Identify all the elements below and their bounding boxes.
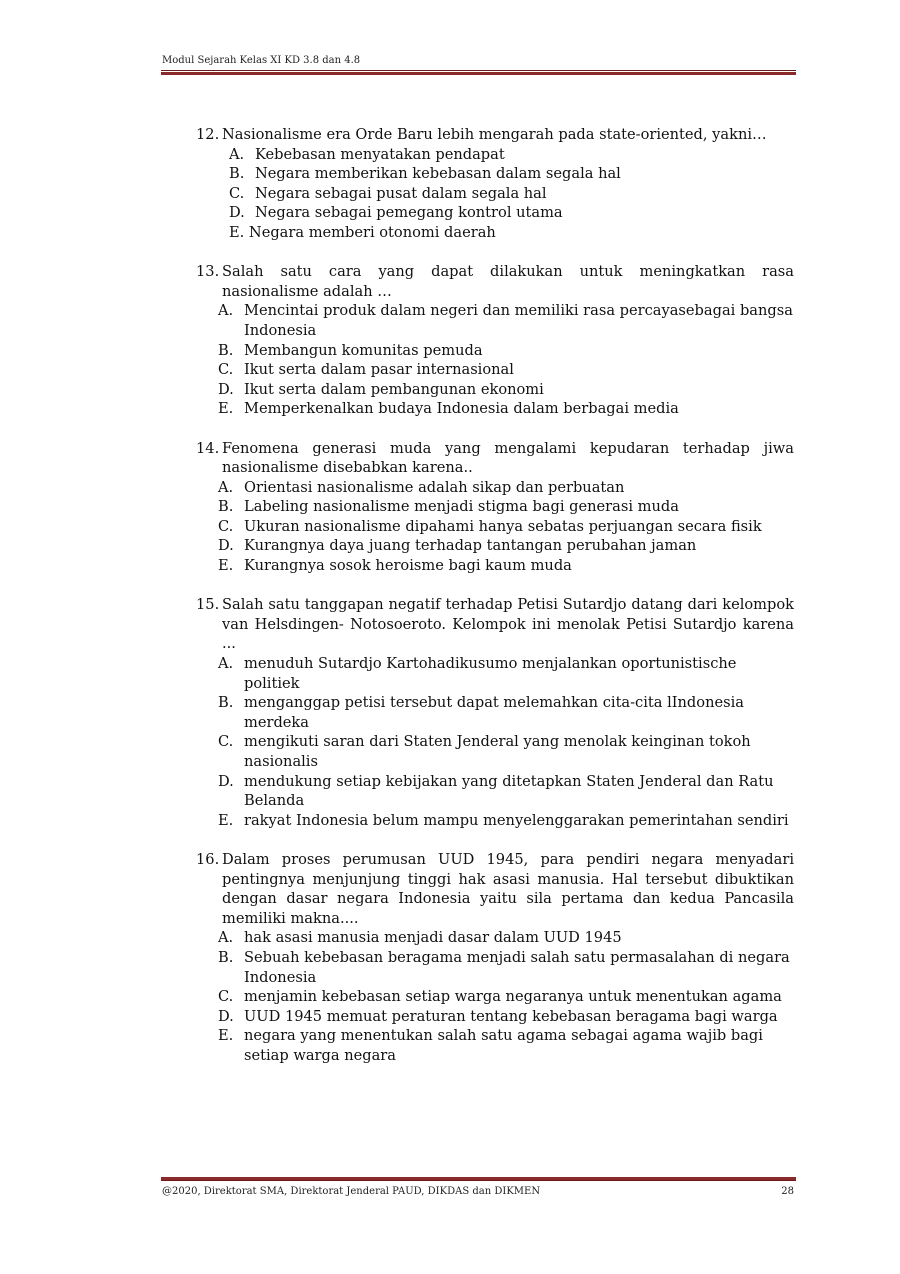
option-text: Mencintai produk dalam negeri dan memiliki rasa percayasebagai bangsa Indonesia (244, 302, 793, 339)
option-text: Orientasi nasionalisme adalah sikap dan perbuatan (244, 478, 625, 496)
footer-copyright: @2020, Direktorat SMA, Direktorat Jenderal PAUD, DIKDAS dan DIKMEN (162, 1186, 541, 1197)
option-list (196, 301, 794, 419)
option-list (196, 928, 794, 1065)
option-list (196, 145, 794, 243)
option-letter: C. (218, 361, 234, 379)
option-text: Negara memberikan kebebasan dalam segala hal (255, 165, 621, 183)
question-text: Dalam proses perumusan UUD 1945, para pendiri negara menyadari pentingnya menjunjung tinggi hak asasi manusia. Hal tersebut dibuktikan dengan dasar negara Indonesia yaitu sila pertama dan kedua Pancasila memiliki makna.... (222, 850, 794, 927)
question-stem (196, 595, 794, 654)
option-text: Labeling nasionalisme menjadi stigma bagi generasi muda (244, 498, 679, 516)
option-c (196, 732, 794, 771)
question-text: Salah satu cara yang dapat dilakukan untuk meningkatkan rasa nasionalisme adalah … (222, 263, 794, 300)
option-letter: E. (218, 811, 234, 829)
question-number: 16. (196, 850, 220, 868)
option-text: menuduh Sutardjo Kartohadikusumo menjalankan oportunistische politiek (244, 655, 737, 692)
question-15 (196, 595, 794, 830)
option-text: Negara sebagai pemegang kontrol utama (255, 204, 563, 222)
question-number: 12. (196, 126, 220, 143)
option-text: menjamin kebebasan setiap warga negaranya untuk menentukan agama (244, 988, 782, 1006)
question-stem (196, 125, 794, 145)
option-letter: C. (229, 184, 245, 202)
question-number: 15. (196, 596, 220, 614)
option-text: Memperkenalkan budaya Indonesia dalam berbagai media (244, 400, 679, 418)
option-letter: C. (218, 988, 234, 1006)
option-a (196, 928, 794, 948)
option-text: E. Negara memberi otonomi daerah (229, 223, 496, 241)
option-c (196, 987, 794, 1007)
option-text: mengikuti saran dari Staten Jenderal yang menolak keinginan tokoh nasionalis (244, 733, 751, 770)
option-d (196, 772, 794, 811)
option-letter: D. (218, 1007, 234, 1025)
option-text: menganggap petisi tersebut dapat melemahkan cita-cita lIndonesia merdeka (244, 694, 744, 731)
question-stem (196, 262, 794, 301)
option-b (196, 948, 794, 987)
option-a (196, 301, 794, 340)
option-d (196, 536, 794, 556)
option-letter: B. (218, 694, 234, 712)
option-letter: E. (218, 557, 234, 575)
option-text: Kebebasan menyatakan pendapat (255, 145, 505, 163)
option-b (196, 341, 794, 361)
question-number: 13. (196, 263, 220, 281)
option-letter: E. (218, 400, 234, 418)
option-d (196, 1007, 794, 1027)
option-list (196, 478, 794, 576)
option-c (196, 360, 794, 380)
option-letter: A. (229, 145, 245, 163)
option-text: negara yang menentukan salah satu agama sebagai agama wajib bagi setiap warga negara (244, 1027, 763, 1064)
option-text: Ikut serta dalam pembangunan ekonomi (244, 380, 544, 398)
option-c (196, 517, 794, 537)
option-d (196, 380, 794, 400)
option-a (196, 478, 794, 498)
option-text: Kurangnya sosok heroisme bagi kaum muda (244, 557, 572, 575)
option-a (196, 145, 794, 165)
question-stem (196, 850, 794, 928)
question-12 (196, 125, 794, 243)
option-letter: D. (218, 537, 234, 555)
option-text: Ukuran nasionalisme dipahami hanya sebatas perjuangan secara fisik (244, 517, 762, 535)
option-letter: D. (218, 772, 234, 790)
option-d (196, 203, 794, 223)
option-letter: C. (218, 733, 234, 751)
footer-rule (161, 1176, 796, 1181)
option-text: Kurangnya daya juang terhadap tantangan perubahan jaman (244, 537, 697, 555)
option-letter: A. (218, 929, 234, 947)
option-text: rakyat Indonesia belum mampu menyelenggarakan pemerintahan sendiri (244, 811, 789, 829)
option-letter: B. (218, 948, 234, 966)
page-number: 28 (781, 1186, 794, 1197)
option-letter: D. (218, 380, 234, 398)
question-14 (196, 439, 794, 576)
option-text: UUD 1945 memuat peraturan tentang kebebasan beragama bagi warga (244, 1007, 778, 1025)
option-e (196, 556, 794, 576)
header-rule (161, 70, 796, 75)
option-e (196, 223, 794, 243)
option-e (196, 1026, 794, 1065)
option-a (196, 654, 794, 693)
option-b (196, 497, 794, 517)
option-letter: A. (218, 655, 234, 673)
question-list (196, 125, 794, 1085)
option-text: Negara sebagai pusat dalam segala hal (255, 184, 547, 202)
option-letter: A. (218, 478, 234, 496)
option-letter: A. (218, 302, 234, 320)
question-text: Salah satu tanggapan negatif terhadap Petisi Sutardjo datang dari kelompok van Helsdingen- Notosoeroto. Kelompok ini menolak Petisi Sutardjo karena ... (222, 596, 794, 653)
option-letter: B. (218, 498, 234, 516)
option-text: hak asasi manusia menjadi dasar dalam UUD 1945 (244, 929, 622, 947)
option-b (196, 693, 794, 732)
question-text: Fenomena generasi muda yang mengalami kepudaran terhadap jiwa nasionalisme disebabkan karena.. (222, 439, 794, 477)
option-text: Membangun komunitas pemuda (244, 341, 483, 359)
option-c (196, 184, 794, 204)
option-letter: E. (218, 1027, 234, 1045)
option-list (196, 654, 794, 830)
option-letter: B. (218, 341, 234, 359)
question-stem (196, 439, 794, 478)
question-number: 14. (196, 439, 220, 457)
option-letter: B. (229, 165, 245, 183)
option-text: mendukung setiap kebijakan yang ditetapkan Staten Jenderal dan Ratu Belanda (244, 772, 774, 810)
option-letter: C. (218, 517, 234, 535)
option-e (196, 399, 794, 419)
question-16 (196, 850, 794, 1066)
page-header-title: Modul Sejarah Kelas XI KD 3.8 dan 4.8 (162, 55, 361, 66)
option-e (196, 811, 794, 831)
option-text: Ikut serta dalam pasar internasional (244, 361, 514, 379)
option-text: Sebuah kebebasan beragama menjadi salah satu permasalahan di negara Indonesia (244, 948, 790, 986)
option-b (196, 164, 794, 184)
question-13 (196, 262, 794, 419)
question-text: Nasionalisme era Orde Baru lebih mengarah pada state-oriented, yakni… (222, 126, 767, 143)
option-letter: D. (229, 204, 245, 222)
